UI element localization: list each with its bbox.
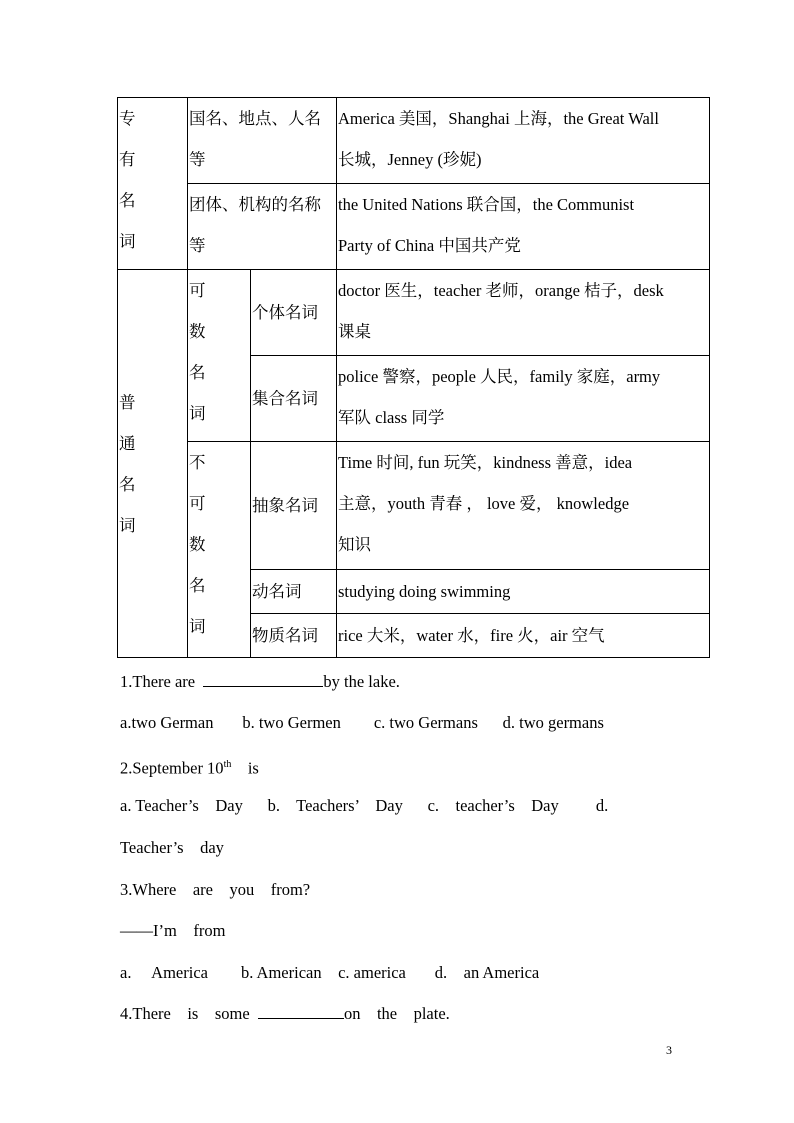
countable-noun-label: 可 数 名 词 <box>188 270 251 442</box>
question-2-options-continued: Teacher’s day <box>120 838 224 857</box>
page-number: 3 <box>666 1043 672 1057</box>
question-3-options: a. America b. American c. america d. an America <box>120 963 540 982</box>
abstract-noun-examples: Time 时间, fun 玩笑，kindness 善意，idea 主意，youth 青春 ， love 爱， knowledge 知识 <box>337 442 710 570</box>
gerund-type: 动名词 <box>251 570 337 614</box>
material-noun-type: 物质名词 <box>251 614 337 658</box>
question-2: 2.September 10th is <box>120 758 259 778</box>
question-1: 1.There are by the lake. <box>120 672 400 691</box>
noun-classification-table <box>117 97 710 658</box>
collective-noun-examples: police 警察，people 人民，family 家庭，army 军队 class 同学 <box>337 356 710 442</box>
uncountable-noun-label: 不 可 数 名 词 <box>188 442 251 658</box>
proper-noun-type-names: 国名、地点、人名 等 <box>188 98 337 184</box>
proper-noun-type-organizations: 团体、机构的名称 等 <box>188 184 337 270</box>
question-4: 4.There is some on the plate. <box>120 1004 450 1023</box>
question-3: 3.Where are you from? <box>120 880 311 899</box>
gerund-examples: studying doing swimming <box>337 570 710 614</box>
question-2-options: a. Teacher’s Day b. Teachers’ Day c. teacher’s Day d. <box>120 796 609 815</box>
question-1-options: a.two German b. two Germen c. two Germans d. two germans <box>120 713 604 732</box>
common-noun-category: 普 通 名 词 <box>118 270 188 658</box>
answer-blank[interactable] <box>258 1004 344 1019</box>
abstract-noun-type: 抽象名词 <box>251 442 337 570</box>
individual-noun-examples: doctor 医生，teacher 老师，orange 桔子，desk 课桌 <box>337 270 710 356</box>
material-noun-examples: rice 大米，water 水，fire 火，air 空气 <box>337 614 710 658</box>
proper-noun-category: 专 有 名 词 <box>118 98 188 270</box>
individual-noun-type: 个体名词 <box>251 270 337 356</box>
proper-noun-examples-names: America 美国，Shanghai 上海，the Great Wall 长城，Jenney (珍妮) <box>337 98 710 184</box>
answer-blank[interactable] <box>203 672 323 687</box>
proper-noun-examples-organizations: the United Nations 联合国，the Communist Party of China 中国共产党 <box>337 184 710 270</box>
question-3-answer: ——I’m from <box>120 921 226 940</box>
collective-noun-type: 集合名词 <box>251 356 337 442</box>
